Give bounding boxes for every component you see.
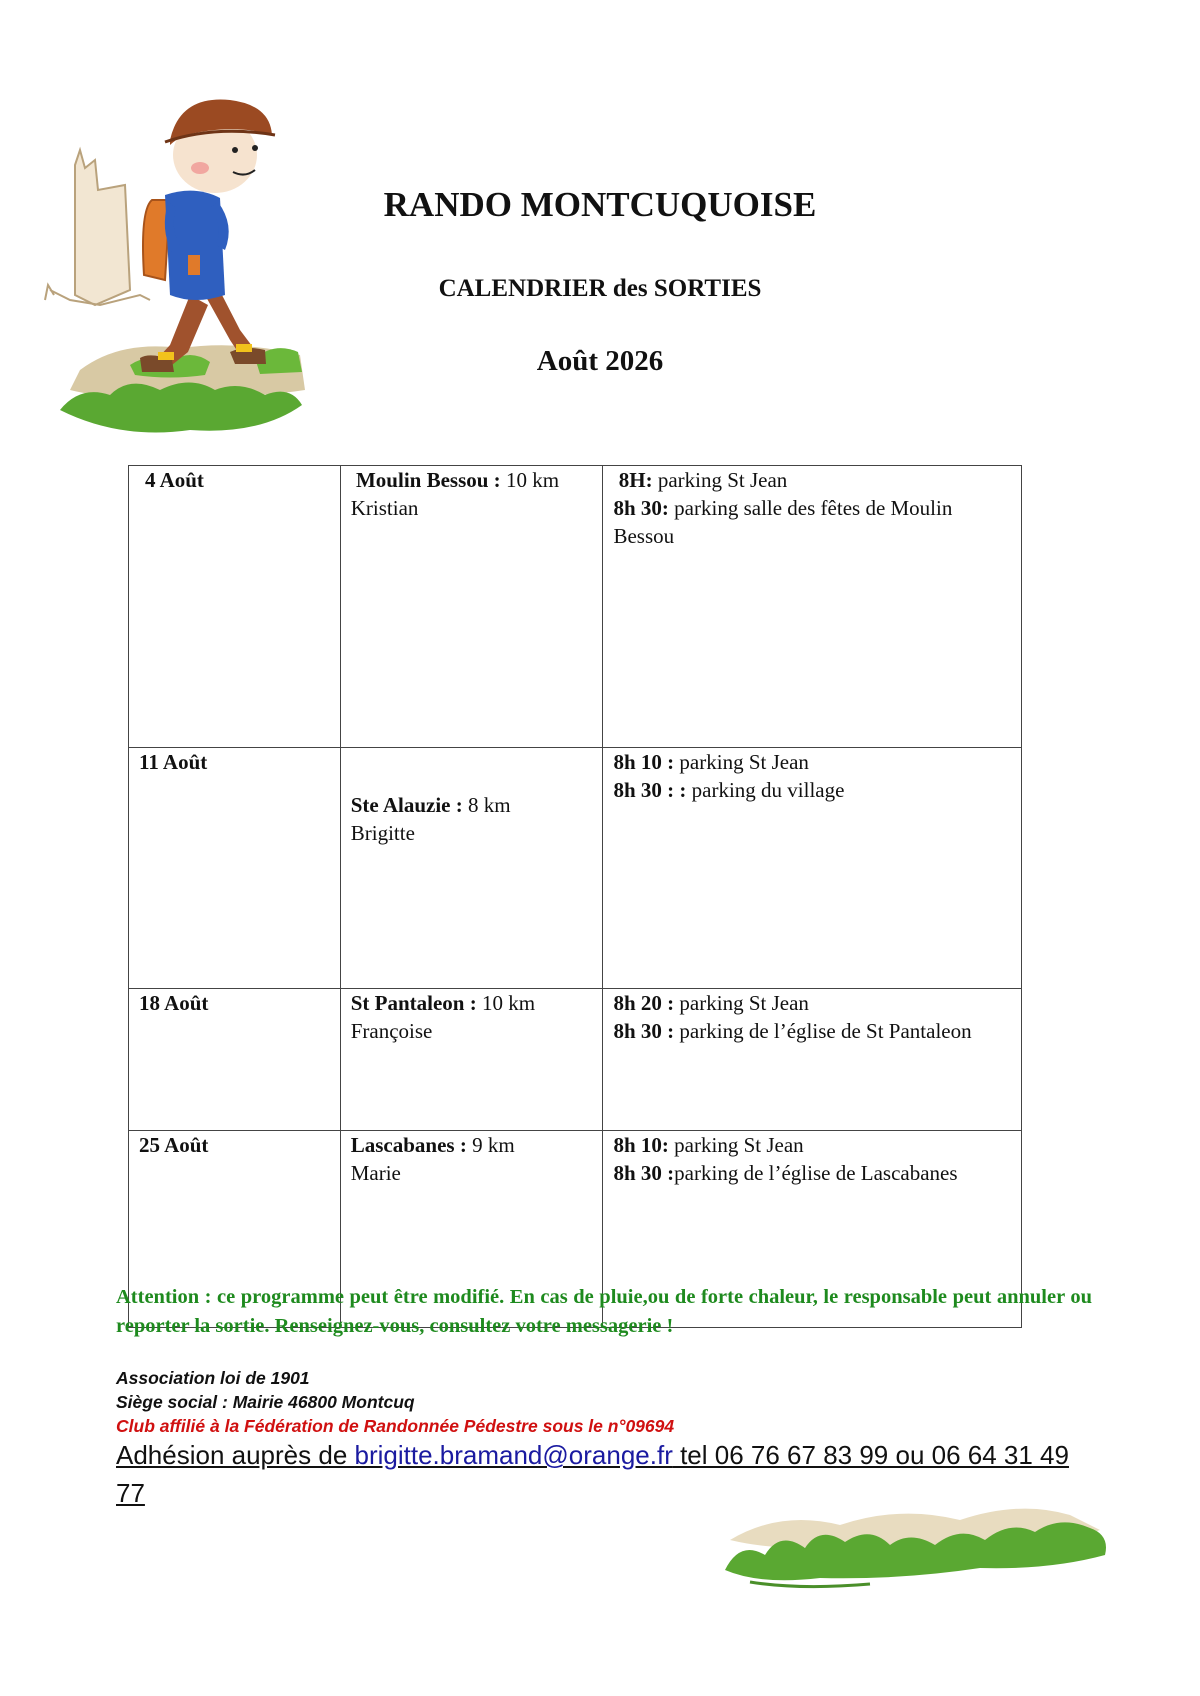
hiker-head — [165, 100, 275, 194]
leader-name: Brigitte — [350, 821, 415, 845]
meeting-time: 8h 30: — [613, 496, 669, 520]
association-info — [116, 1366, 674, 1438]
meeting-place: parking St Jean — [674, 991, 809, 1015]
meeting-time: 8h 30 : — [613, 1161, 675, 1185]
date-cell — [129, 989, 341, 1131]
meeting-place: parking du village — [686, 778, 845, 802]
meeting-time: 8h 10: — [613, 1133, 669, 1157]
meeting-place: parking St Jean — [674, 750, 809, 774]
table-row — [129, 989, 1022, 1131]
destination-cell — [340, 989, 603, 1131]
association-type: Association loi de 1901 — [116, 1368, 310, 1388]
hiker-illustration — [40, 90, 340, 470]
destination-cell — [340, 466, 603, 748]
meeting-place: parking salle des fêtes de Moulin Bessou — [613, 496, 953, 548]
date-cell — [129, 748, 341, 989]
date-cell — [129, 466, 341, 748]
meeting-time: 8h 20 : — [613, 991, 675, 1015]
meeting-place: parking St Jean — [668, 1133, 804, 1157]
meeting-time: 8h 30 : — [613, 1019, 675, 1043]
tower-ruin-icon — [45, 150, 150, 305]
email-link[interactable]: brigitte.bramand@orange.fr — [354, 1440, 673, 1470]
schedule-table — [128, 465, 1022, 1328]
page-title: RANDO MONTCUQUOISE — [383, 185, 817, 224]
grass-decoration-icon — [720, 1470, 1110, 1600]
destination-name: Moulin Bessou : — [355, 468, 501, 492]
grass-ground-icon — [60, 345, 305, 432]
meeting-place: parking St Jean — [652, 468, 788, 492]
distance: 10 km — [476, 991, 536, 1015]
table-row — [129, 748, 1022, 989]
meeting-place: parking de l’église de Lascabanes — [674, 1161, 958, 1185]
federation-affiliation: Club affilié à la Fédération de Randonnée Pédestre sous le n°09694 — [116, 1416, 675, 1436]
destination-name: Lascabanes : — [350, 1133, 467, 1157]
outing-date: 4 Août — [145, 468, 204, 492]
table-row — [129, 466, 1022, 748]
membership-prefix: Adhésion auprès de — [116, 1440, 355, 1470]
distance: 8 km — [462, 793, 511, 817]
distance: 9 km — [466, 1133, 515, 1157]
meeting-time: 8H: — [618, 468, 653, 492]
distance: 10 km — [500, 468, 560, 492]
meeting-time: 8h 10 : — [613, 750, 675, 774]
page-subtitle: CALENDRIER des SORTIES — [438, 275, 762, 302]
destination-name: St Pantaleon : — [350, 991, 477, 1015]
attention-notice: Attention : ce programme peut être modifié. En cas de pluie,ou de forte chaleur, le responsable peut annuler ou reporter la sortie. Renseignez-vous, consultez votre messagerie ! — [116, 1286, 1092, 1337]
leader-name: Marie — [350, 1161, 401, 1185]
head-office: Siège social : Mairie 46800 Montcuq — [116, 1392, 415, 1412]
phone-numbers: tel 06 76 67 83 99 ou 06 64 31 49 77 — [116, 1440, 1069, 1508]
leader-name: Kristian — [350, 496, 419, 520]
meeting-cell — [603, 466, 1022, 748]
destination-name: Ste Alauzie : — [350, 793, 463, 817]
meeting-time: 8h 30 : : — [613, 778, 687, 802]
outing-date: 18 Août — [139, 991, 209, 1015]
month-heading: Août 2026 — [536, 345, 664, 377]
meeting-cell — [603, 989, 1022, 1131]
outing-date: 11 Août — [139, 750, 208, 774]
meeting-cell — [603, 748, 1022, 989]
outing-date: 25 Août — [139, 1133, 209, 1157]
meeting-place: parking de l’église de St Pantaleon — [674, 1019, 972, 1043]
destination-cell — [340, 748, 603, 989]
leader-name: Françoise — [350, 1019, 433, 1043]
